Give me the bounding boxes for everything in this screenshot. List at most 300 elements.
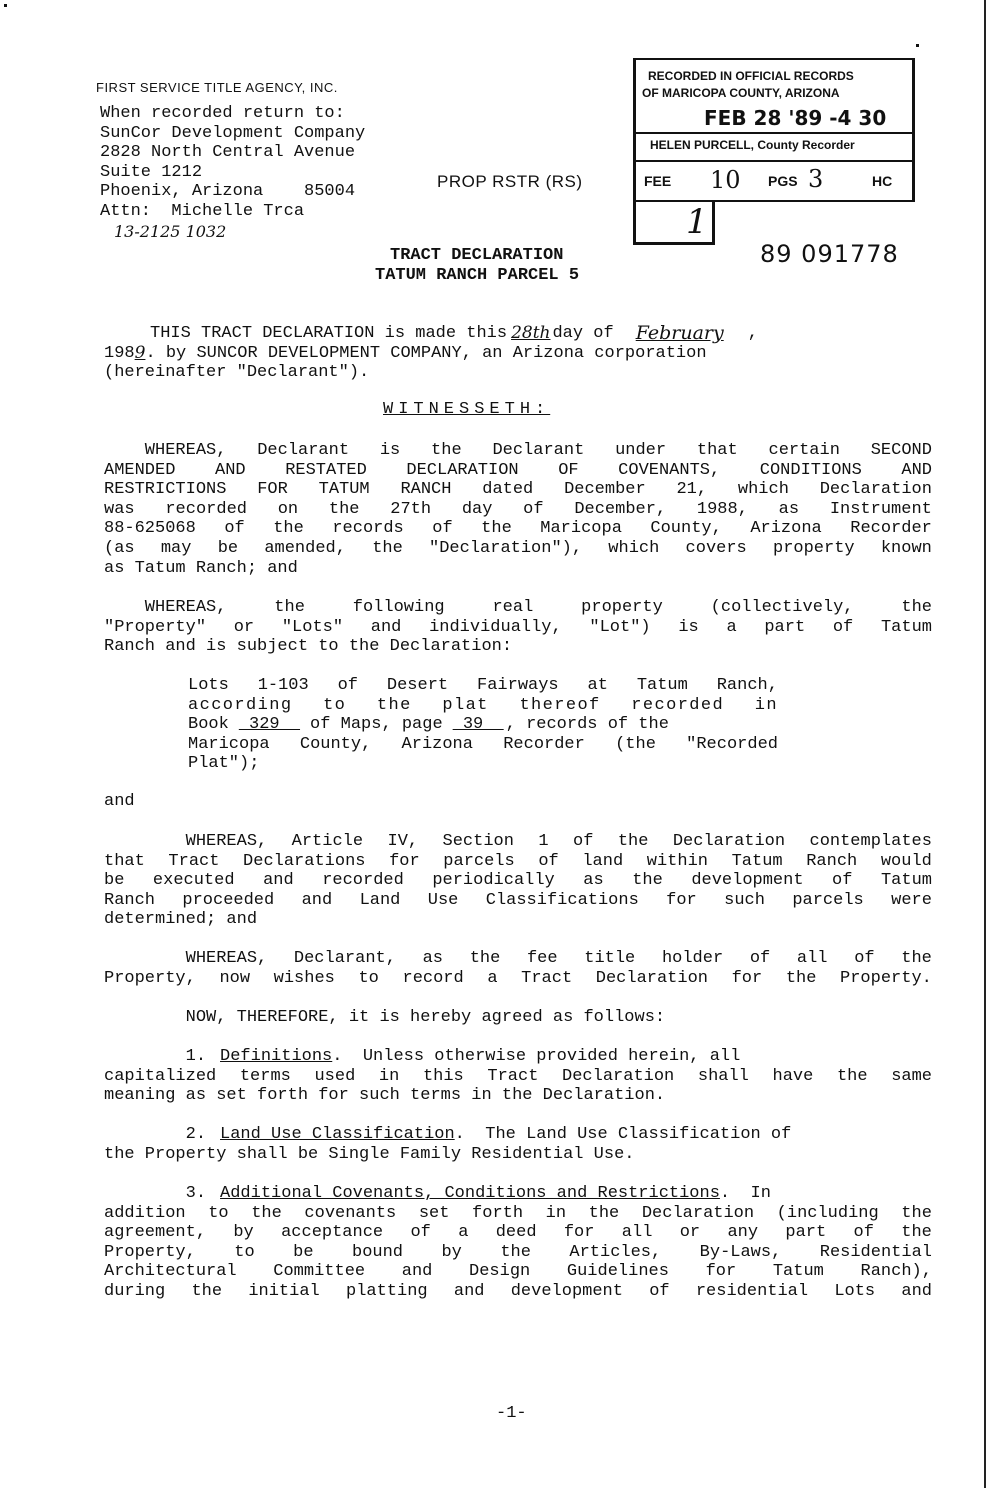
return-address-block	[100, 104, 365, 222]
section-heading: Additional Covenants, Conditions and Restrictions	[220, 1184, 720, 1203]
word: on	[277, 499, 299, 519]
word: of	[853, 1223, 874, 1243]
word: the	[469, 949, 501, 968]
word: "Lots"	[281, 617, 344, 637]
stamp-divider	[636, 160, 912, 162]
text-line	[104, 969, 932, 989]
word: Declaration	[595, 968, 708, 988]
word: TATUM	[318, 480, 370, 500]
word: according	[188, 695, 293, 715]
text-line	[104, 1223, 932, 1243]
word: amended,	[264, 538, 346, 558]
stamp-box-number: 1	[686, 202, 708, 242]
word: used	[314, 1066, 356, 1086]
word: part	[785, 1223, 827, 1243]
word: Design	[469, 1262, 531, 1282]
word: CONDITIONS	[759, 460, 862, 480]
word: at	[587, 676, 608, 695]
return-line: Suite 1212	[100, 162, 203, 182]
word: Maricopa	[188, 734, 270, 754]
text-line: NOW, THEREFORE, it is hereby agreed as follows:	[104, 1008, 666, 1027]
word: the	[328, 499, 360, 519]
word: of	[649, 1281, 670, 1301]
section-heading: Land Use Classification	[220, 1125, 455, 1144]
word: have	[772, 1066, 814, 1086]
word: the	[500, 1242, 531, 1262]
word: the	[588, 1203, 620, 1223]
word: December,	[574, 499, 667, 519]
page-number: -1-	[496, 1404, 527, 1423]
stamp-fee-label: FEE	[644, 173, 672, 189]
word: Arizona	[750, 519, 822, 539]
text-line: 3. Additional Covenants, Conditions and Restrictions . In	[104, 1184, 771, 1203]
text-line: as Tatum Ranch; and	[104, 558, 298, 578]
word: Article	[291, 832, 364, 851]
word: the	[481, 519, 512, 539]
word: AND	[215, 460, 246, 480]
word: Residential	[819, 1242, 932, 1262]
word: FOR	[257, 480, 288, 500]
word: IV,	[387, 832, 419, 851]
word: Ranch	[104, 890, 156, 910]
word: covenants	[304, 1203, 397, 1223]
text-line: Plat");	[188, 754, 260, 774]
word: of	[749, 949, 771, 968]
intro-text: ,	[747, 324, 758, 343]
word: the	[431, 441, 462, 460]
word: records	[332, 519, 404, 539]
word: "Lot")	[589, 617, 651, 637]
word: development	[510, 1281, 623, 1301]
word: WHEREAS,	[104, 598, 227, 617]
text-line: 1. Definitions . Unless otherwise provided herein, all	[104, 1047, 741, 1066]
word: during	[104, 1281, 166, 1301]
word: the	[617, 832, 649, 851]
handwritten-escrow-number: 13-2125 1032	[114, 222, 227, 241]
text-line: the Property shall be Single Family Residential Use.	[104, 1144, 635, 1164]
text-line: (hereinafter "Declarant").	[104, 363, 370, 383]
word: of	[832, 617, 854, 637]
word: all	[796, 949, 828, 968]
word: for	[666, 890, 697, 910]
word: bound	[352, 1242, 404, 1262]
word: Instrument	[829, 499, 932, 519]
text-line	[104, 1204, 932, 1224]
handwritten-day: 28th	[511, 323, 551, 343]
word: (including	[776, 1203, 879, 1223]
whereas-paragraph-2	[104, 598, 932, 657]
stamp-line: OF MARICOPA COUNTY, ARIZONA	[642, 86, 840, 100]
word: the	[376, 695, 412, 715]
word: title	[584, 949, 636, 968]
word: any	[727, 1223, 759, 1243]
intro-text: 198	[104, 343, 135, 363]
word: Land	[359, 890, 401, 910]
word: in	[378, 1066, 400, 1086]
section-1-definitions	[104, 1047, 932, 1106]
word: set	[418, 1203, 450, 1223]
word: parcels	[443, 851, 515, 871]
handwritten-month: February	[635, 322, 724, 344]
word: County,	[299, 734, 372, 754]
word: fee	[526, 949, 558, 968]
word: addition	[104, 1203, 186, 1223]
word: of	[523, 499, 544, 519]
word: now	[219, 968, 251, 988]
word: the	[836, 1066, 868, 1086]
intro-text: . by SUNCOR DEVELOPMENT COMPANY, an Arizona corporation	[145, 343, 707, 363]
intro-text: day of	[552, 324, 614, 343]
word: Maricopa	[540, 519, 622, 539]
text-line	[104, 461, 932, 481]
word: of	[832, 871, 853, 891]
word: covers	[685, 538, 747, 558]
word: of	[573, 832, 594, 851]
word: 27th	[390, 499, 432, 519]
text-line	[188, 735, 778, 755]
word: 1	[538, 832, 549, 851]
word: Ranch,	[716, 676, 778, 695]
word: Declaration	[562, 1066, 675, 1086]
stamp-line: RECORDED IN OFFICIAL RECORDS	[648, 69, 854, 83]
text-line: Ranch and is subject to the Declaration:	[104, 637, 513, 657]
word: recorded	[322, 871, 404, 891]
word: may	[160, 538, 192, 558]
text-line	[104, 832, 932, 852]
word: COVENANTS,	[618, 460, 721, 480]
word: Declarant	[492, 441, 585, 460]
word: such	[724, 890, 765, 910]
word: of	[410, 1223, 431, 1243]
word: WHEREAS,	[104, 949, 268, 968]
word: parcels	[792, 890, 864, 910]
text-line	[188, 676, 778, 696]
word: dated	[482, 480, 534, 500]
word: RESTRICTIONS	[104, 480, 227, 500]
word: Declarant,	[293, 949, 396, 968]
text-line	[104, 519, 932, 539]
word: the	[191, 1281, 223, 1301]
word: as	[778, 499, 800, 519]
word: is	[678, 617, 699, 637]
word: the	[251, 1203, 282, 1223]
word: capitalized	[104, 1066, 217, 1086]
word: to	[234, 1242, 255, 1262]
word: known	[880, 538, 932, 558]
word: property	[581, 598, 663, 617]
and-word: and	[104, 792, 135, 811]
text-line: determined; and	[104, 910, 258, 930]
word: Tract	[168, 851, 220, 871]
word: 88-625068	[104, 519, 196, 539]
word: the	[273, 519, 304, 539]
word: as	[422, 949, 444, 968]
word: RESTATED	[285, 460, 367, 480]
word: WHEREAS,	[104, 441, 227, 460]
whereas-paragraph-3	[104, 832, 932, 930]
word: recorded	[165, 499, 247, 519]
word: the	[632, 871, 663, 891]
word: Lots	[188, 676, 229, 695]
word: "Property"	[104, 617, 207, 637]
handwritten-year-digit: 9	[134, 342, 146, 363]
property-description	[188, 676, 778, 774]
word: as	[583, 871, 604, 891]
document-subtitle: TATUM RANCH PARCEL 5	[375, 266, 580, 285]
word: AMENDED	[104, 460, 176, 480]
word: Recorder	[850, 519, 932, 539]
word: be	[104, 871, 125, 891]
word: the	[274, 598, 305, 617]
book-number: 329	[238, 715, 301, 735]
witnesseth-heading: WITNESSETH:	[383, 400, 551, 419]
section-heading: Definitions	[220, 1047, 333, 1066]
word: this	[422, 1066, 464, 1086]
word: the	[901, 598, 932, 617]
word: that	[104, 851, 145, 871]
word: Declaration	[641, 1203, 755, 1223]
word: Architectural	[104, 1262, 237, 1282]
word: under	[615, 441, 667, 460]
text-line	[104, 891, 932, 911]
word: and	[401, 1262, 433, 1282]
text-line: Book 329 of Maps, page 39 , records of the	[188, 715, 669, 735]
word: Tatum	[636, 676, 688, 695]
whereas-paragraph-4	[104, 949, 932, 988]
word: Tatum	[731, 851, 783, 871]
text-line: 2. Land Use Classification . The Land Use Classification of	[104, 1125, 792, 1144]
return-line: When recorded return to:	[100, 104, 345, 123]
word: Desert	[386, 676, 449, 695]
word: that	[696, 441, 738, 460]
word: property	[773, 538, 855, 558]
word: Tatum	[880, 617, 932, 637]
word: the	[901, 1203, 932, 1223]
word: by	[233, 1223, 254, 1243]
word: Classifications	[485, 890, 639, 910]
word: a	[487, 968, 498, 988]
text-line	[104, 500, 932, 520]
word: Tatum	[880, 871, 932, 891]
word: Fairways	[477, 676, 559, 695]
word: of	[538, 851, 559, 871]
intro-paragraph	[104, 324, 932, 383]
word: in	[754, 695, 778, 715]
word: proceeded	[182, 890, 275, 910]
text-line	[104, 1282, 932, 1302]
word: and	[453, 1281, 485, 1301]
word: to	[358, 968, 379, 988]
word: Lots	[834, 1281, 876, 1301]
word: Ranch	[806, 851, 858, 871]
word: of	[224, 519, 245, 539]
word: was	[104, 499, 135, 519]
text-line	[188, 696, 778, 716]
now-therefore-paragraph	[104, 1008, 932, 1028]
word: "Declaration"),	[429, 538, 583, 558]
return-line: Phoenix, Arizona 85004	[100, 182, 356, 202]
scan-speck	[4, 4, 7, 7]
word: be	[293, 1242, 314, 1262]
word: same	[891, 1066, 932, 1086]
word: Tract	[487, 1066, 539, 1086]
word: terms	[239, 1066, 291, 1086]
word: platting	[346, 1281, 428, 1301]
word: Declarations	[243, 851, 366, 871]
word: Ranch),	[860, 1262, 932, 1282]
scan-speck	[916, 44, 919, 47]
word: development	[691, 871, 804, 891]
word: be	[217, 538, 239, 558]
word: within	[646, 851, 708, 871]
word: by	[441, 1242, 462, 1262]
word: OF	[558, 460, 579, 480]
text-line	[104, 618, 932, 638]
word: Arizona	[401, 734, 473, 754]
word: Committee	[273, 1262, 366, 1282]
text-line	[104, 441, 932, 461]
word: 1-103	[257, 676, 309, 695]
return-line: SunCor Development Company	[100, 123, 366, 143]
word: Declarant	[257, 441, 350, 460]
page-number-ref: 39	[452, 715, 504, 735]
word: the	[901, 1223, 932, 1243]
word: periodically	[432, 871, 555, 891]
word: and	[263, 871, 294, 891]
word: and	[901, 1281, 932, 1301]
word: or	[233, 617, 255, 637]
text-line: meaning as set forth for such terms in the Declaration.	[104, 1086, 666, 1106]
word: part	[764, 617, 806, 637]
word: (the	[615, 734, 656, 754]
word: wishes	[273, 968, 335, 988]
word: would	[880, 851, 932, 871]
text-line	[104, 1243, 932, 1263]
word: in	[545, 1203, 567, 1223]
word: for	[563, 1223, 595, 1243]
text-line	[104, 324, 932, 344]
section-3-additional-covenants	[104, 1184, 932, 1302]
word: the	[372, 538, 403, 558]
word: to	[208, 1203, 229, 1223]
text-line	[104, 480, 932, 500]
prop-code: PROP RSTR (RS)	[437, 172, 583, 191]
word: Section	[442, 832, 514, 851]
word: forth	[472, 1203, 524, 1223]
text-line	[104, 949, 932, 969]
word: holder	[661, 949, 724, 968]
word: Declaration	[672, 832, 786, 851]
word: By-Laws,	[699, 1242, 782, 1262]
word: (collectively,	[710, 598, 854, 617]
document-number: 89 091778	[760, 240, 899, 268]
stamp-pgs-label: PGS	[768, 173, 798, 189]
word: day	[461, 499, 493, 519]
word: shall	[697, 1066, 749, 1086]
text-line	[104, 344, 932, 364]
stamp-divider	[636, 132, 912, 134]
whereas-paragraph-1	[104, 441, 932, 578]
word: a	[726, 617, 737, 637]
text-line	[104, 1067, 932, 1087]
scan-edge-line	[984, 0, 986, 1488]
word: Declaration	[819, 480, 932, 500]
word: or	[679, 1223, 701, 1243]
word: 21,	[676, 480, 708, 500]
word: and	[370, 617, 402, 637]
text-line	[104, 598, 932, 618]
stamp-fee-value: 10	[710, 166, 741, 194]
word: residential	[695, 1281, 809, 1301]
word: executed	[152, 871, 235, 891]
word: thereof	[519, 695, 601, 715]
word: which	[737, 480, 789, 500]
word: December	[564, 480, 646, 500]
word: certain	[768, 441, 840, 460]
word: all	[621, 1223, 653, 1243]
document-title: TRACT DECLARATION	[390, 246, 564, 265]
word: Tatum	[772, 1262, 824, 1282]
text-line	[104, 852, 932, 872]
word: were	[891, 890, 932, 910]
word: AND	[901, 460, 932, 480]
word: real	[492, 598, 534, 617]
word: is	[379, 441, 401, 460]
word: Articles,	[569, 1242, 662, 1262]
word: Use	[427, 890, 459, 910]
word: individually,	[429, 617, 562, 637]
stamp-date-time: FEB 28 '89 -4 30	[704, 106, 887, 130]
return-line: Attn: Michelle Trca	[100, 201, 305, 221]
word: a	[458, 1223, 469, 1243]
word: to	[323, 695, 347, 715]
word: agreement,	[104, 1223, 207, 1243]
section-2-land-use	[104, 1125, 932, 1164]
stamp-pgs-value: 3	[808, 165, 824, 193]
word: following	[352, 598, 445, 617]
word: for	[705, 1262, 737, 1282]
word: RANCH	[400, 480, 452, 500]
word: Tract	[521, 968, 573, 988]
text-line	[104, 539, 932, 559]
word: 1988,	[696, 499, 748, 519]
word: deed	[495, 1223, 537, 1243]
recording-stamp	[633, 58, 915, 202]
word: Property,	[104, 1242, 196, 1262]
stamp-number-box	[633, 200, 715, 245]
stamp-recorder: HELEN PURCELL, County Recorder	[650, 138, 855, 152]
title-agency-name: FIRST SERVICE TITLE AGENCY, INC.	[96, 80, 338, 95]
word: the	[785, 968, 817, 988]
stamp-hc-label: HC	[872, 173, 893, 189]
word: DECLARATION	[406, 460, 519, 480]
word: of	[854, 949, 875, 968]
word: acceptance	[281, 1223, 384, 1243]
intro-text: THIS TRACT DECLARATION is made this	[150, 324, 508, 343]
return-line: 2828 North Central Avenue	[100, 143, 356, 163]
word: County,	[650, 519, 722, 539]
word: plat	[442, 695, 489, 715]
word: for	[731, 968, 763, 988]
word: and	[301, 890, 333, 910]
word: Property.	[840, 968, 932, 988]
word: SECOND	[870, 441, 932, 460]
word: recorded	[631, 695, 725, 715]
word: Recorder	[503, 734, 585, 754]
word: Guidelines	[566, 1262, 669, 1282]
word: land	[582, 851, 624, 871]
word: Property,	[104, 968, 196, 988]
